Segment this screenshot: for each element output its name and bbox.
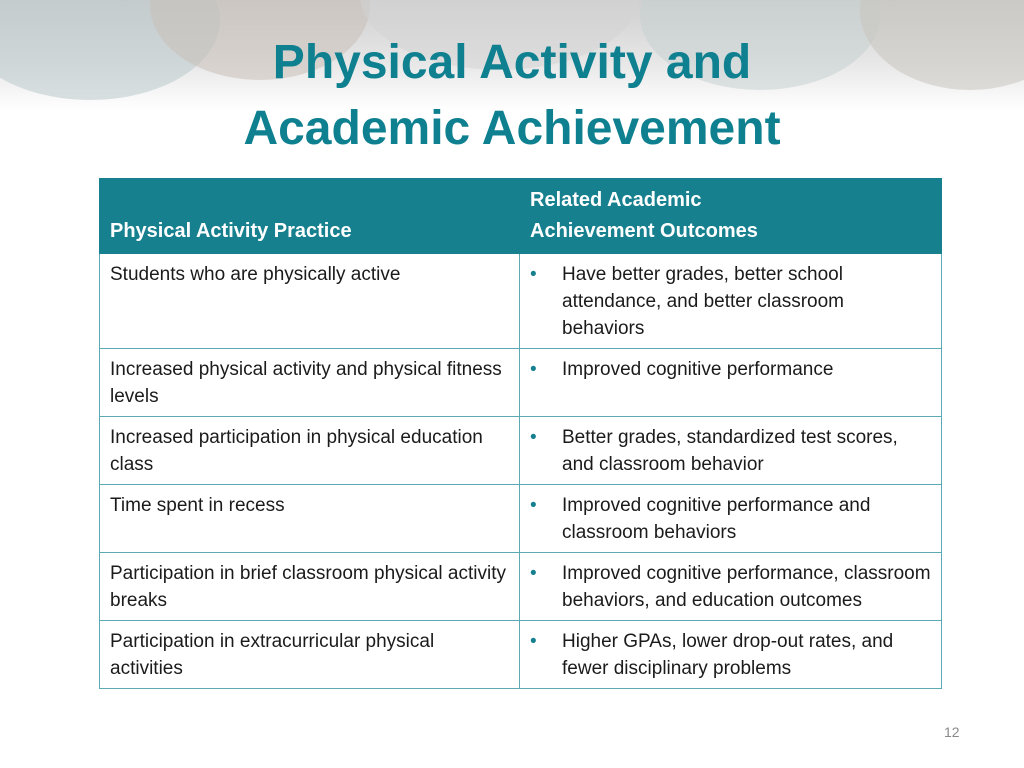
outcome-cell xyxy=(520,553,942,621)
outcome-cell xyxy=(520,254,942,349)
bullet-icon: • xyxy=(530,427,537,448)
outcome-text: Better grades, standardized test scores, and classroom behavior xyxy=(562,427,898,475)
table-body xyxy=(100,254,942,689)
table-row xyxy=(100,553,942,621)
outcome-bullet-item xyxy=(530,560,931,614)
table-row xyxy=(100,417,942,485)
outcome-bullet-item xyxy=(530,492,931,546)
table-header-row xyxy=(100,179,942,254)
bullet-icon: • xyxy=(530,264,537,285)
outcome-bullet-item xyxy=(530,261,931,342)
slide-title-line1: Physical Activity and xyxy=(272,36,752,89)
outcome-text: Improved cognitive performance, classroom behaviors, and education outcomes xyxy=(562,563,931,611)
slide-title xyxy=(0,30,1024,162)
practice-cell: Students who are physically active xyxy=(100,254,520,349)
practice-cell: Time spent in recess xyxy=(100,485,520,553)
table-row xyxy=(100,485,942,553)
slide-title-line2: Academic Achievement xyxy=(243,102,781,155)
outcome-cell xyxy=(520,417,942,485)
practice-cell: Participation in extracurricular physical activities xyxy=(100,621,520,689)
outcome-text: Improved cognitive performance xyxy=(562,359,834,380)
bullet-icon: • xyxy=(530,495,537,516)
table-row xyxy=(100,254,942,349)
header-related-outcomes-line2: Achievement Outcomes xyxy=(530,220,758,242)
outcome-text: Higher GPAs, lower drop-out rates, and fewer disciplinary problems xyxy=(562,631,894,679)
outcome-bullet-item xyxy=(530,628,931,682)
outcome-cell xyxy=(520,349,942,417)
bullet-icon: • xyxy=(530,563,537,584)
outcome-text: Have better grades, better school attendance, and better classroom behaviors xyxy=(562,264,845,339)
header-related-outcomes-line1: Related Academic xyxy=(530,189,702,211)
bullet-icon: • xyxy=(530,631,537,652)
bullet-icon: • xyxy=(530,359,537,380)
outcome-cell xyxy=(520,621,942,689)
header-physical-activity-practice: Physical Activity Practice xyxy=(100,179,520,254)
header-related-outcomes xyxy=(520,179,942,254)
outcome-bullet-item xyxy=(530,356,931,383)
table-row xyxy=(100,349,942,417)
practice-cell: Increased physical activity and physical fitness levels xyxy=(100,349,520,417)
outcome-cell xyxy=(520,485,942,553)
practice-cell: Increased participation in physical education class xyxy=(100,417,520,485)
outcome-bullet-item xyxy=(530,424,931,478)
table-row xyxy=(100,621,942,689)
outcome-text: Improved cognitive performance and classroom behaviors xyxy=(562,495,871,543)
practice-cell: Participation in brief classroom physical activity breaks xyxy=(100,553,520,621)
activity-achievement-table xyxy=(99,178,942,689)
page-number: 12 xyxy=(944,724,960,740)
